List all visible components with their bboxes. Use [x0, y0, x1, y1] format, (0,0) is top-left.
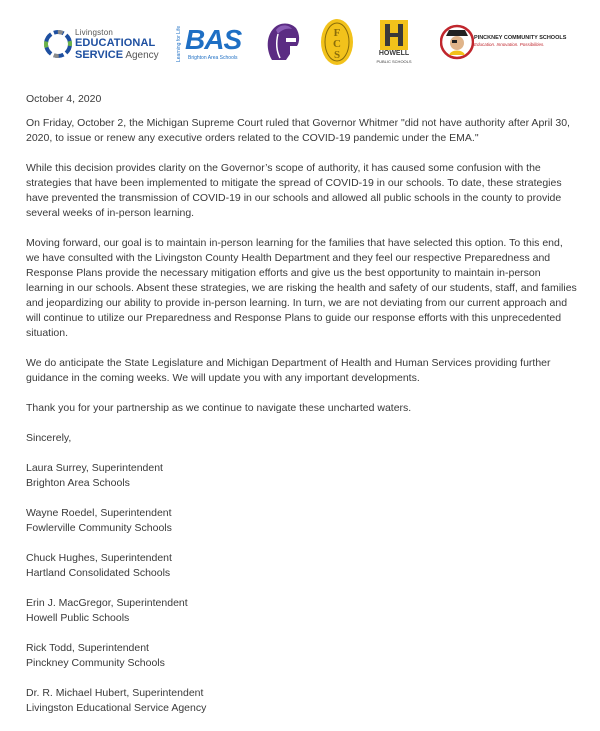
howell-logo — [376, 20, 412, 66]
lesa-line3 — [75, 49, 159, 61]
spartan-helmet-icon — [264, 20, 302, 64]
lesa-line1: Livingston — [75, 28, 114, 37]
pirate-mascot-icon — [440, 22, 474, 62]
lesa-logo — [44, 28, 159, 64]
signer-organization: Brighton Area Schools — [26, 477, 130, 489]
signer-organization: Pinckney Community Schools — [26, 657, 165, 669]
paragraph: Moving forward, our goal is to maintain in-person learning for the families that have selected this option. To this end, we have consulted with the Livingston County Health Department and they feel our respective Preparedness and Response Plans provide the necessary mitigation efforts and give us the best opportunity to maintain in-person learning in our schools. Absent these strategies, we are risking the health and safety of our students, staff, and families and jeopardizing our ability to provide in-person learning. In turn, we are not deviating from our current approach and will continue to utilize our Preparedness and Response Plans to guide our response efforts with this unprecedented situation. — [26, 237, 577, 339]
lesa-line3a: SERVICE — [75, 49, 124, 61]
signer-name: Erin J. MacGregor, Superintendent — [26, 597, 188, 609]
bas-subtitle: Brighton Area Schools — [188, 55, 238, 61]
letter-body — [26, 92, 578, 731]
howell-subtitle: PUBLIC SCHOOLS — [376, 59, 412, 64]
signer-organization: Livingston Educational Service Agency — [26, 702, 207, 714]
paragraph: We do anticipate the State Legislature and Michigan Department of Health and Human Services providing further guidance in the coming weeks. We will update you with any important developments. — [26, 357, 551, 384]
signer-name: Rick Todd, Superintendent — [26, 642, 149, 654]
paragraph: While this decision provides clarity on the Governor’s scope of authority, it has caused some confusion with the strategies that have been implemented to mitigate the spread of COVID-19 in our schools. To date, these strategies have prevented the transmission of COVID-19 in our schools and allowed all public schools in the county to provide several weeks of in-person learning. — [26, 162, 562, 219]
lesa-line3b: Agency — [123, 50, 159, 61]
signature-block — [26, 641, 578, 671]
logo-strip — [0, 0, 600, 80]
signer-name: Wayne Roedel, Superintendent — [26, 507, 172, 519]
fcs-letter-c: C — [333, 38, 341, 50]
pinckney-logo — [440, 22, 567, 62]
signature-block — [26, 461, 578, 491]
signer-organization: Hartland Consolidated Schools — [26, 567, 171, 579]
signer-name: Chuck Hughes, Superintendent — [26, 552, 172, 564]
signature-block — [26, 551, 578, 581]
letter-date: October 4, 2020 — [26, 93, 102, 105]
lesa-line2: EDUCATIONAL — [75, 37, 156, 49]
bas-tagline: Learning for Life — [176, 25, 182, 62]
howell-h-icon — [376, 20, 412, 50]
letter-closing: Sincerely, — [26, 432, 72, 444]
paragraph: Thank you for your partnership as we continue to navigate these uncharted waters. — [26, 402, 412, 414]
bas-letters: BAS — [185, 24, 242, 55]
fcs-letter-s: S — [333, 49, 341, 61]
paragraph: On Friday, October 2, the Michigan Supreme Court ruled that Governor Whitmer "did not have authority after April 30, 2020, to issue or renew any executive orders related to the COVID-19 pandemic under the EMA." — [26, 117, 570, 144]
signature-block — [26, 596, 578, 626]
pinckney-tagline: Education. Innovation. Possibilities. — [474, 42, 545, 47]
signature-block — [26, 506, 578, 536]
signer-name: Dr. R. Michael Hubert, Superintendent — [26, 687, 204, 699]
fcs-letter-f: F — [333, 27, 341, 39]
bas-logo — [176, 24, 246, 66]
lesa-wheel-icon — [44, 30, 72, 58]
signer-name: Laura Surrey, Superintendent — [26, 462, 163, 474]
fcs-logo — [320, 18, 354, 66]
pinckney-name: PINCKNEY COMMUNITY SCHOOLS — [474, 35, 567, 41]
signer-organization: Howell Public Schools — [26, 612, 130, 624]
howell-name: HOWELL — [378, 50, 410, 57]
signature-block — [26, 686, 578, 716]
signer-organization: Fowlerville Community Schools — [26, 522, 172, 534]
